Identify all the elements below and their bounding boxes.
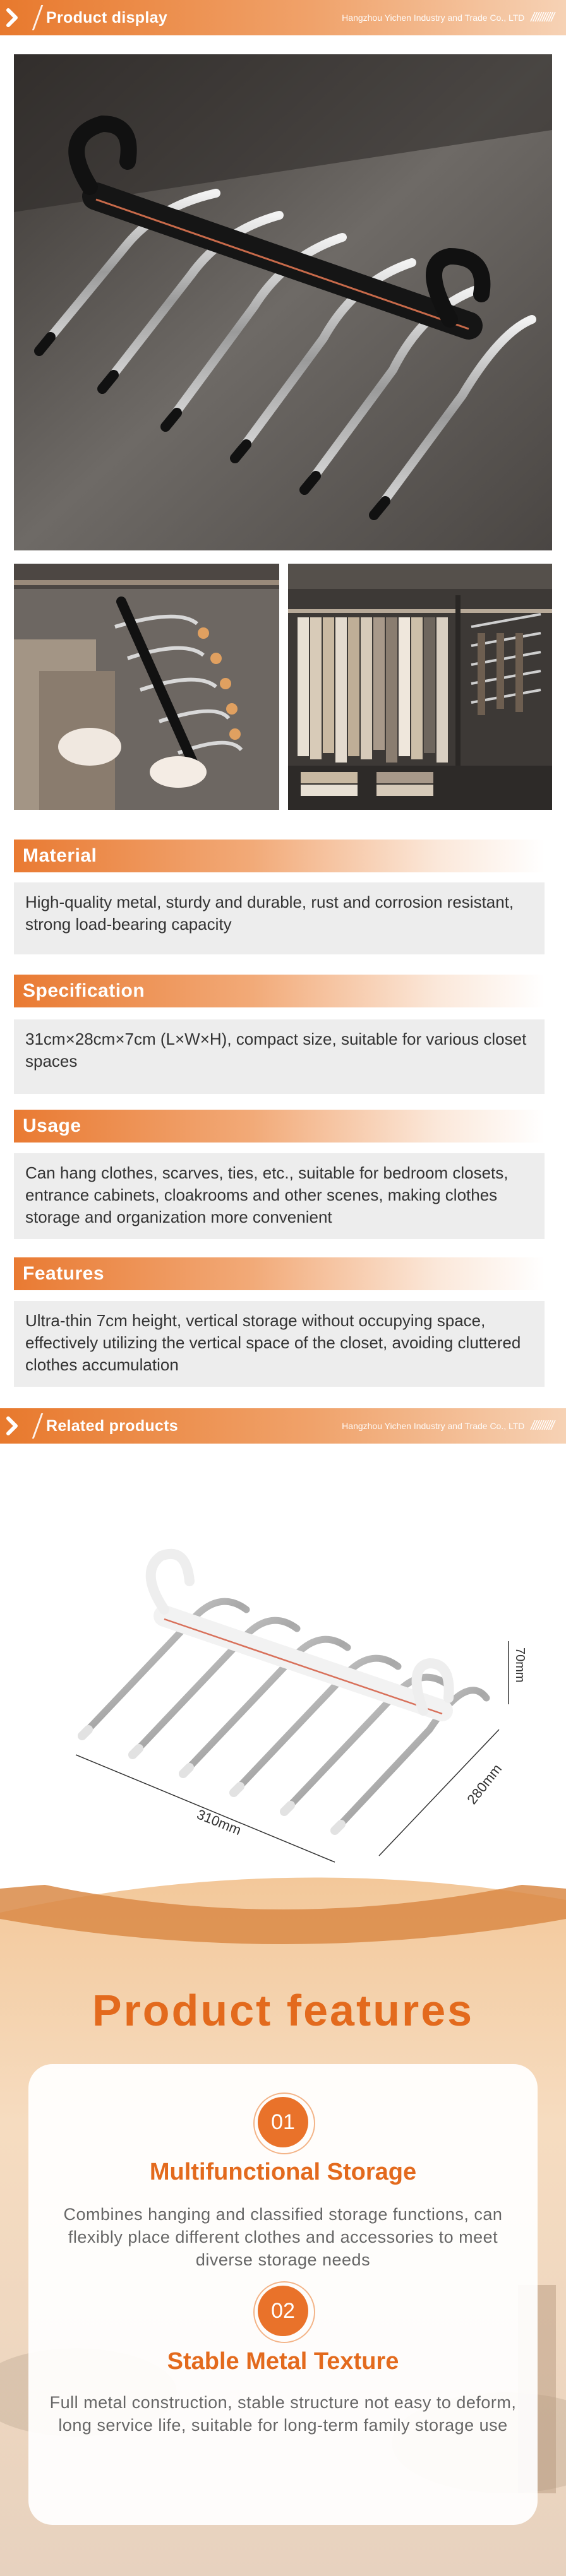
length-dimension: 310mm (195, 1806, 244, 1839)
product-hero-photo (14, 54, 552, 550)
material-heading (14, 840, 545, 872)
product-features-title: Product features (92, 1986, 474, 2035)
material-text: High-quality metal, sturdy and durable, rust and corrosion resistant, strong load-bearing capacity (14, 882, 545, 954)
section-heading-label: Usage (23, 1115, 81, 1136)
decorative-slashes: ////////// (531, 10, 553, 25)
section-heading-label: Specification (23, 980, 145, 1001)
specification-text: 31cm×28cm×7cm (L×W×H), compact size, suitable for various closet spaces (14, 1019, 545, 1094)
decorative-slashes: ////////// (531, 1418, 553, 1433)
features-heading (14, 1257, 545, 1290)
features-text: Ultra-thin 7cm height, vertical storage without occupying space, effectively utilizing the vertical space of the closet, avoiding cluttered clothes accumulation (14, 1301, 545, 1387)
section-heading-label: Material (23, 845, 97, 866)
feature-title: Stable Metal Texture (167, 2348, 399, 2375)
specification-heading (14, 975, 545, 1007)
related-products-header (0, 1408, 566, 1444)
width-dimension: 280mm (464, 1760, 505, 1808)
feature-number-badge: 02 (258, 2286, 308, 2336)
divider (32, 1413, 44, 1439)
chevron-right-icon (0, 0, 25, 35)
feature-number-badge: 01 (258, 2097, 308, 2147)
chevron-right-icon (0, 1408, 25, 1444)
product-display-header (0, 0, 566, 35)
section-title: Product display (46, 8, 168, 27)
feature-description: Combines hanging and classified storage functions, can flexibly place different clothes and accessories to meet diverse storage needs (63, 2205, 503, 2269)
divider (32, 5, 44, 30)
company-name: Hangzhou Yichen Industry and Trade Co., LTD (342, 1421, 525, 1431)
usage-text: Can hang clothes, scarves, ties, etc., suitable for bedroom closets, entrance cabinets, cloakrooms and other scenes, making clothes storage and organization more convenient (14, 1153, 545, 1239)
feature-description: Full metal construction, stable structure not easy to deform, long service life, suitable for long-term family storage use (49, 2393, 517, 2435)
section-heading-label: Features (23, 1263, 105, 1284)
usage-photo-right (288, 564, 552, 810)
product-dimension-diagram (38, 1521, 543, 1875)
height-dimension: 70mm (513, 1647, 527, 1683)
section-title: Related products (46, 1416, 178, 1435)
usage-heading (14, 1110, 545, 1143)
usage-photo-left (14, 564, 279, 810)
company-name: Hangzhou Yichen Industry and Trade Co., LTD (342, 13, 525, 23)
feature-title: Multifunctional Storage (149, 2159, 417, 2185)
